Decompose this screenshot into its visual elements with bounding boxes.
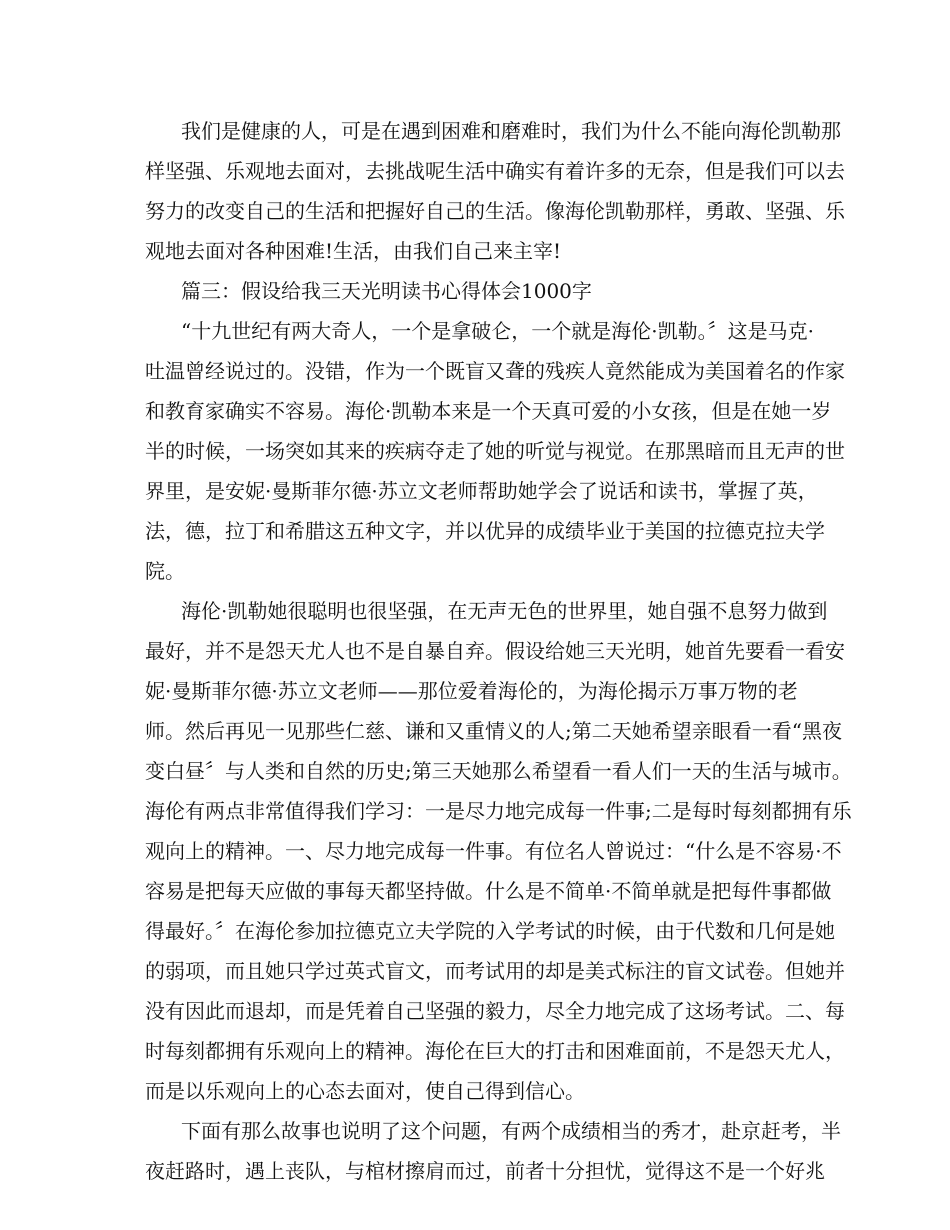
text-line: 海伦·凯勒她很聪明也很坚强，在无声无色的世界里，她自强不息努力做到 <box>181 599 828 623</box>
text-line: 而是以乐观向上的心态去面对，使自己得到信心。 <box>145 1079 585 1103</box>
text-line: 和教育家确实不容易。海伦·凯勒本来是一个天真可爱的小女孩，但是在她一岁 <box>145 399 832 423</box>
section-heading: 篇三：假设给我三天光明读书心得体会1000字 <box>181 279 592 303</box>
text-line: 法，德，拉丁和希腊这五种文字，并以优异的成绩毕业于美国的拉德克拉夫学 <box>145 519 825 543</box>
text-line: 的弱项，而且她只学过英式盲文，而考试用的却是美式标注的盲文试卷。但她并 <box>145 959 845 983</box>
text-line: 妮·曼斯菲尔德·苏立文老师——那位爱着海伦的，为海伦揭示万事万物的老 <box>145 679 798 703</box>
text-line: 变白昼〞与人类和自然的历史;第三天她那么希望看一看人们一天的生活与城市。 <box>145 759 852 783</box>
text-line: 没有因此而退却，而是凭着自己坚强的毅力，尽全力地完成了这场考试。二、每 <box>145 999 845 1023</box>
text-line: 观向上的精神。一、尽力地完成每一件事。有位名人曾说过：“什么是不容易·不 <box>145 839 842 863</box>
text-line: 我们是健康的人，可是在遇到困难和磨难时，我们为什么不能向海伦凯勒那 <box>181 119 841 143</box>
text-line: 努力的改变自己的生活和把握好自己的生活。像海伦凯勒那样，勇敢、坚强、乐 <box>145 199 845 223</box>
text-line: 下面有那么故事也说明了这个问题，有两个成绩相当的秀才，赴京赶考，半 <box>181 1119 841 1143</box>
text-line: 半的时候，一场突如其来的疾病夺走了她的听觉与视觉。在那黑暗而且无声的世 <box>145 439 845 463</box>
text-line: 容易是把每天应做的事每天都坚持做。什么是不简单·不简单就是把每件事都做 <box>145 879 832 903</box>
text-line: “十九世纪有两大奇人，一个是拿破仑，一个就是海伦·凯勒。〞这是马克· <box>181 319 814 343</box>
text-line: 得最好。〞在海伦参加拉德克立夫学院的入学考试的时候，由于代数和几何是她 <box>145 919 835 943</box>
text-line: 海伦有两点非常值得我们学习：一是尽力地完成每一件事;二是每时每刻都拥有乐 <box>145 799 852 823</box>
text-line: 最好，并不是怨天尤人也不是自暴自弃。假设给她三天光明，她首先要看一看安 <box>145 639 845 663</box>
text-line: 样坚强、乐观地去面对，去挑战呢生活中确实有着许多的无奈，但是我们可以去 <box>145 159 845 183</box>
text-line: 师。然后再见一见那些仁慈、谦和又重情义的人;第二天她希望亲眼看一看“黑夜 <box>145 719 842 743</box>
text-line: 观地去面对各种困难!生活，由我们自己来主宰! <box>145 239 562 263</box>
text-line: 夜赶路时，遇上丧队，与棺材擦肩而过，前者十分担忧，觉得这不是一个好兆 <box>145 1159 825 1183</box>
text-line: 时每刻都拥有乐观向上的精神。海伦在巨大的打击和困难面前，不是怨天尤人， <box>145 1039 845 1063</box>
text-line: 界里，是安妮·曼斯菲尔德·苏立文老师帮助她学会了说话和读书，掌握了英， <box>145 479 818 503</box>
text-line: 院。 <box>145 559 185 583</box>
text-line: 吐温曾经说过的。没错，作为一个既盲又聋的残疾人竟然能成为美国着名的作家 <box>145 359 845 383</box>
